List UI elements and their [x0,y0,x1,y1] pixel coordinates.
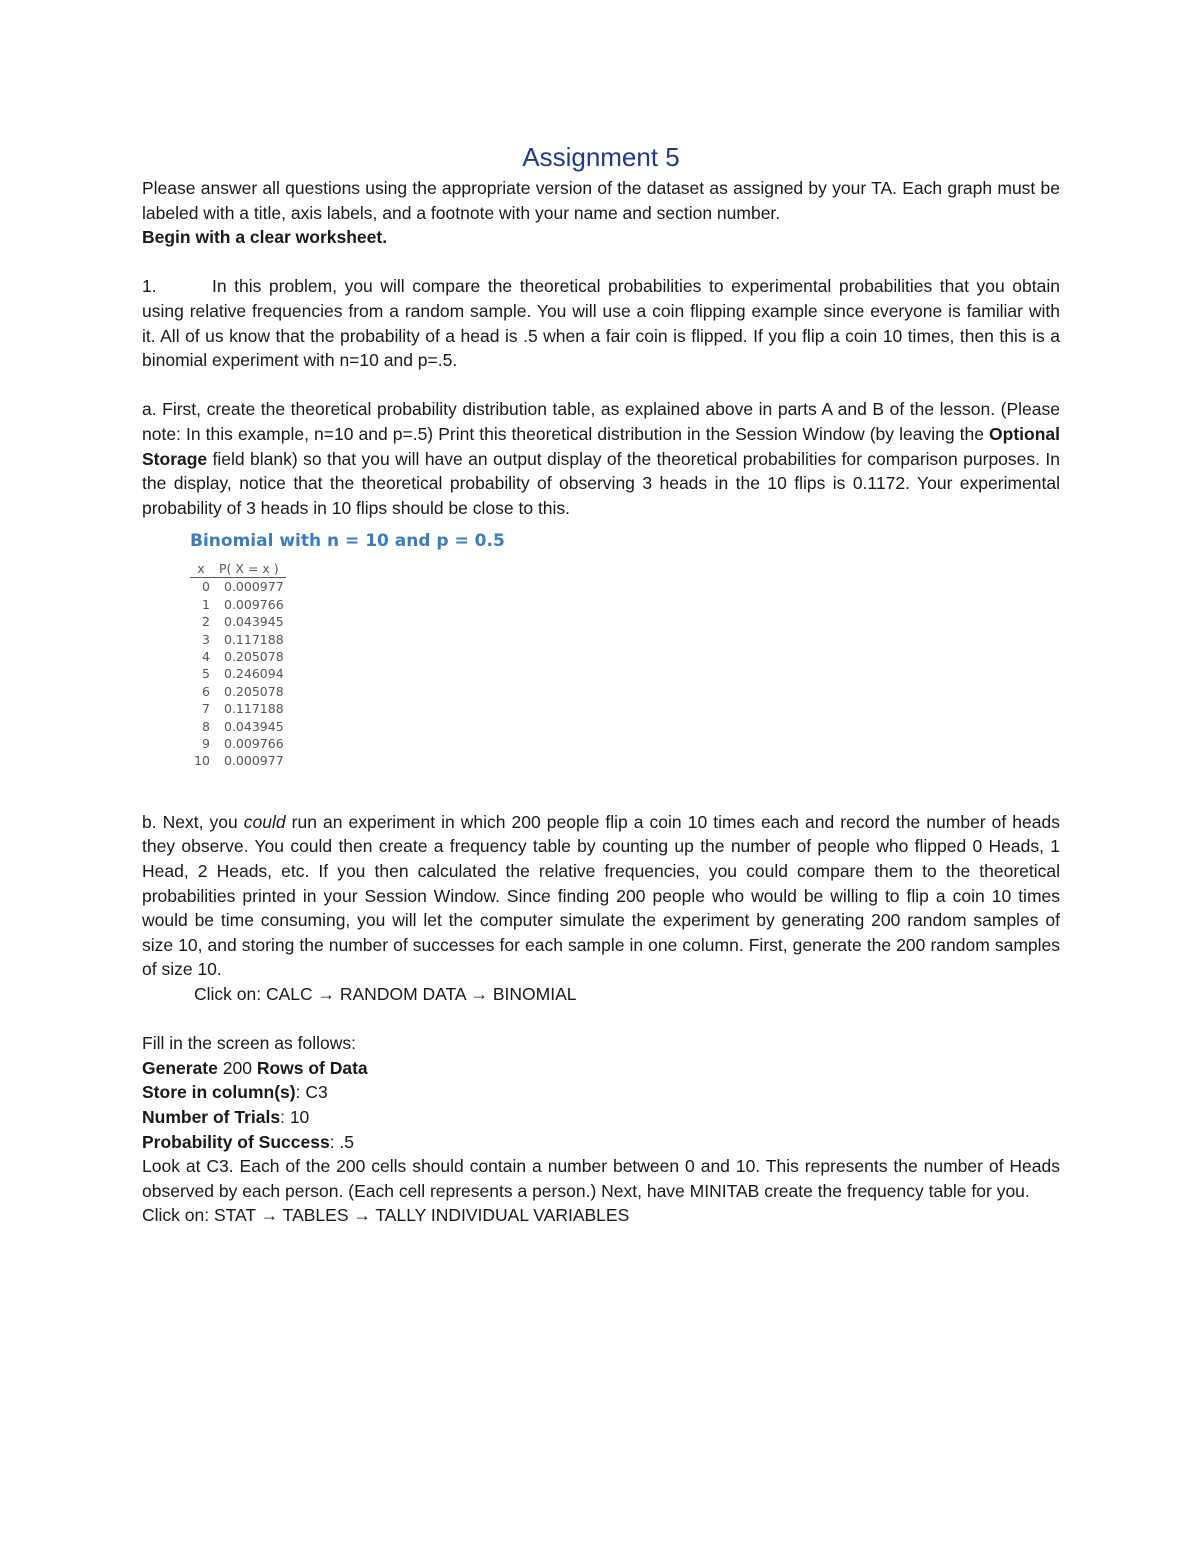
fill-trials-label: Number of Trials [142,1106,281,1127]
fill-trials [142,1105,1060,1130]
fill-generate-value: 200 [217,1057,257,1078]
cell-probability: 0.009766 [224,596,284,612]
table-row [190,752,286,769]
look-paragraph: Look at C3. Each of the 200 cells should contain a number between 0 and 10. This represents the number of Heads observed by each person. (Each cell represents a person.) Next, have MINITAB create the frequency table for you. [142,1156,1060,1201]
fill-probability-label: Probability of Success [142,1131,330,1152]
cell-probability: 0.043945 [224,614,284,630]
fill-generate-label-2: Rows of Data [256,1057,368,1078]
question-1-text: In this problem, you will compare the theoretical probabilities to experimental probabilities that you obtain using relative frequencies from a random sample. You will use a coin flipping example since everyone is familiar with it. All of us know that the probability of a head is .5 when a fair coin is flipped. If you flip a coin 10 times, then this is a binomial experiment with n=10 and p=.5. [142,276,1060,371]
cell-x: 5 [202,666,210,682]
part-b-paragraph [142,810,1060,982]
cell-probability: 0.009766 [224,735,284,751]
fill-store-label: Store in column(s) [142,1082,296,1103]
table-row [190,683,286,700]
fill-generate [142,1056,1060,1081]
table-row [190,718,286,735]
cell-probability: 0.000977 [224,579,284,595]
table-row [190,700,286,717]
fill-in-heading: Fill in the screen as follows: [142,1033,356,1054]
intro-paragraph: Please answer all questions using the appropriate version of the dataset as assigned by your TA. Each graph must be labeled with a title, axis labels, and a footnote with your name and section number. [142,178,1060,223]
cell-x: 1 [202,596,210,612]
cell-x: 4 [202,648,210,664]
cell-probability: 0.000977 [224,753,284,769]
cell-probability: 0.246094 [224,666,284,682]
cell-probability: 0.117188 [224,631,284,647]
part-b-text-1: b. Next, you [142,811,244,832]
click-instruction-2: Click on: STAT → TABLES → TALLY INDIVIDUAL VARIABLES [142,1205,630,1226]
cell-probability: 0.117188 [224,701,284,717]
document-body [142,140,1060,1228]
table-row [190,631,286,648]
cell-x: 6 [202,683,210,699]
fill-trials-value: : 10 [280,1106,310,1127]
fill-generate-label-1: Generate [142,1057,218,1078]
fill-probability-value: : .5 [329,1131,355,1152]
table-row [190,648,286,665]
part-a-paragraph [142,397,1060,520]
fill-store [142,1080,1060,1105]
table-row [190,596,286,613]
column-header-p: P( X = x ) [212,562,286,578]
spacer [142,250,1060,275]
cell-x: 10 [194,753,210,769]
table-row [190,613,286,630]
page-title: Assignment 5 [522,142,680,172]
part-a-bold: Optional Storage [142,423,1060,469]
fill-store-value: : C3 [295,1082,328,1103]
part-b-italic: could [243,811,286,832]
table-row [190,578,286,596]
cell-probability: 0.205078 [224,648,284,664]
click-instruction-1: Click on: CALC → RANDOM DATA → BINOMIAL [194,983,577,1004]
cell-probability: 0.205078 [224,683,284,699]
cell-x: 3 [202,631,210,647]
cell-x: 9 [202,735,210,751]
column-header-x: x [190,562,212,578]
spacer [142,1007,1060,1032]
binomial-output [190,530,590,769]
part-a-text-2: field blank) so that you will have an output display of the theoretical probabilities for comparison purposes. In the display, notice that the theoretical probability of observing 3 heads in the 10 flips is 0.1172. Your experimental probability of 3 heads in 10 flips should be close to this. [142,448,1060,518]
part-a-text-1: a. First, create the theoretical probability distribution table, as explained above in parts A and B of the lesson. (Please note: In this example, n=10 and p=.5) Print this theoretical distribution in the Session Window (by leaving the [142,399,1060,444]
table-row [190,735,286,752]
question-1 [142,274,1060,372]
part-b-text-2: run an experiment in which 200 people flip a coin 10 times each and record the number of heads they observe. You could then create a frequency table by counting up the number of people who flipped 0 Heads, 1 Head, 2 Heads, etc. If you then calculated the relative frequencies, you could compare them to the theoretical probabilities printed in your Session Window. Since finding 200 people who would be willing to flip a coin 10 times would be time consuming, you will let the computer simulate the experiment by generating 200 random samples of size 10, and storing the number of successes for each sample in one column. First, generate the 200 random samples of size 10. [142,811,1060,980]
question-number: 1. [142,276,157,297]
intro-bold-line [142,225,1060,250]
cell-x: 0 [202,579,210,595]
binomial-table-body [190,578,286,770]
binomial-output-title: Binomial with n = 10 and p = 0.5 [190,531,505,552]
fill-probability [142,1130,1060,1155]
cell-x: 2 [202,614,210,630]
cell-x: 7 [202,701,210,717]
spacer [142,770,1060,810]
cell-x: 8 [202,718,210,734]
binomial-table [190,562,286,769]
intro-bold-text: Begin with a clear worksheet. [142,227,388,248]
cell-probability: 0.043945 [224,718,284,734]
spacer [142,373,1060,398]
table-row [190,665,286,682]
binomial-table-header [190,562,286,578]
